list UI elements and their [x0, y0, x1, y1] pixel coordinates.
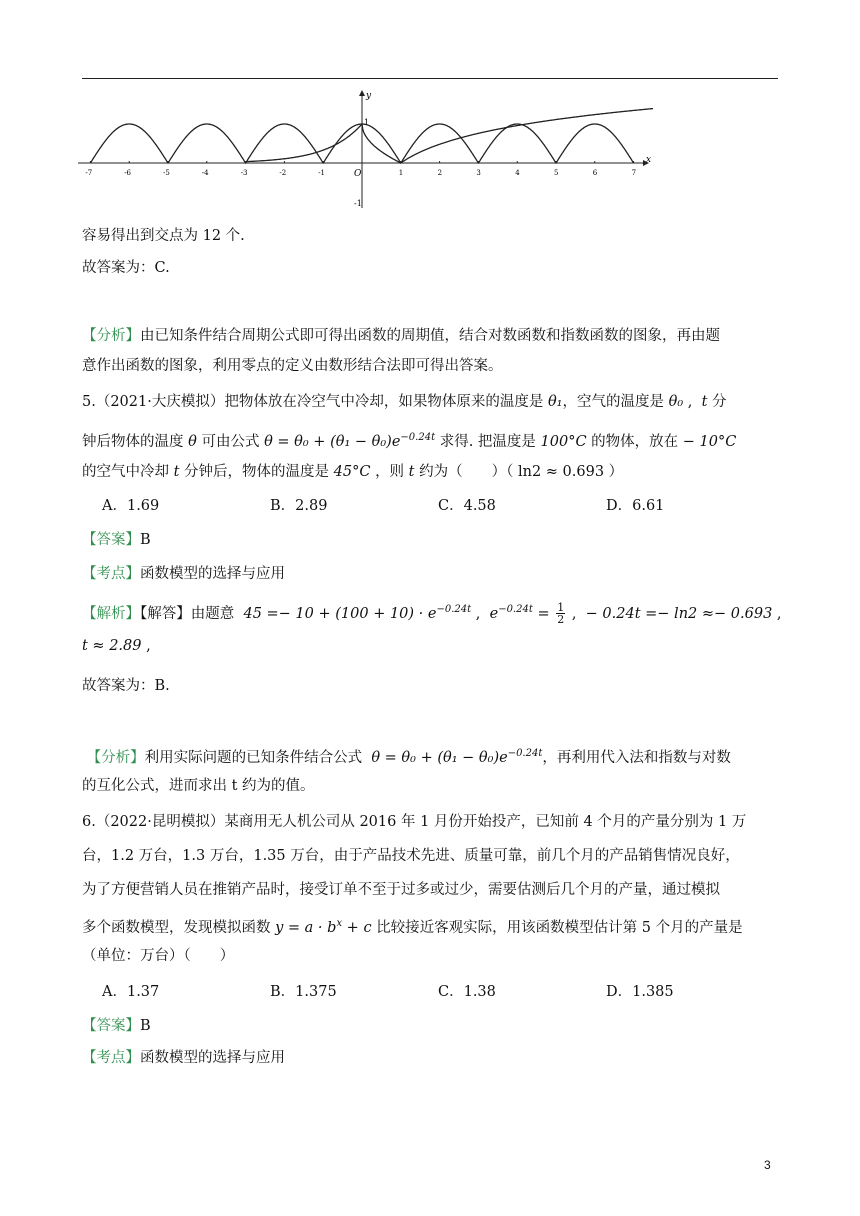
exp-curve-left: [246, 124, 362, 162]
knowledge-point-line: 【考点】函数模型的选择与应用: [82, 1050, 285, 1066]
y-axis-label: y: [366, 91, 372, 101]
q6-option-a: A．1.37: [102, 984, 160, 1000]
x-tick-label: -4: [201, 169, 209, 177]
solution-line-2: t ≈ 2.89 ,: [82, 638, 151, 654]
y-axis-arrow: [359, 90, 365, 96]
analysis-5-line-2: 的互化公式，进而求出 t 约为的值。: [82, 778, 315, 794]
answer-line: 【答案】B: [82, 1018, 151, 1034]
q5-option-a: A．1.69: [102, 498, 160, 514]
analysis-tag: 【分析】: [82, 328, 140, 344]
x-tick-label: 4: [515, 169, 520, 177]
solution-line-1: 【解析】【解答】由题意 $45 =- 10 + (100 + 10) \cdot e^{-0.24t}$ , $e^{-0.24t}$ = $\frac{1}{2}$ , − 0.24t =− ln2 ≈− 0.693 ,: [82, 601, 782, 627]
x-tick-label: 2: [437, 169, 443, 177]
q5-option-d: D．6.61: [606, 498, 665, 514]
question-5-line-1: 5.（2021·大庆模拟）把物体放在冷空气中冷却，如果物体原来的温度是 θ₁，空气的温度是 θ₀ , t 分: [82, 394, 727, 410]
x-tick-label: 7: [631, 169, 637, 177]
q6-option-c: C．1.38: [438, 984, 496, 1000]
text-line: 容易得出到交点为 12 个.: [82, 228, 245, 244]
x-tick-label: 3: [476, 169, 481, 177]
x-tick-label: 6: [592, 169, 598, 177]
question-5-line-2: 钟后物体的温度 θ 可由公式 $\theta = \theta_0 + (\theta_1 - \theta_0)e^{-0.24t}$ 求得. 把温度是 100°C 的物体，放在 − 10°C: [82, 432, 737, 450]
text-line: 故答案为：C.: [82, 260, 170, 276]
question-6-line-3: 为了方便营销人员在推销产品时，接受订单不至于过多或过少，需要估测后几个月的产量，通过模拟: [82, 882, 720, 898]
x-tick-label: -7: [85, 169, 93, 177]
solution-line-3: 故答案为：B.: [82, 678, 170, 694]
question-6-line-2: 台，1.2 万台，1.3 万台，1.35 万台，由于产品技术先进、质量可靠，前几个月的产品销售情况良好，: [82, 848, 740, 864]
q6-option-b: B．1.375: [270, 984, 337, 1000]
page-number: 3: [764, 1158, 771, 1172]
descent-curve: [362, 124, 401, 163]
question-6-line-1: 6.（2022·昆明模拟）某商用无人机公司从 2016 年 1 月份开始投产，已知前 4 个月的产量分别为 1 万: [82, 814, 747, 830]
x-tick-label: 1: [398, 169, 404, 177]
x-tick-label: 5: [554, 169, 559, 177]
analysis-line: 【分析】由已知条件结合周期公式即可得出函数的周期值，结合对数函数和指数函数的图象，再由题: [82, 328, 720, 344]
y-tick-neg1: -1: [354, 199, 362, 208]
question-6-line-5: （单位：万台）（ ）: [82, 948, 235, 964]
y-tick-1: 1: [364, 118, 370, 127]
x-tick-label: -3: [240, 169, 248, 177]
header-rule: [82, 78, 778, 79]
x-tick-label: -2: [279, 169, 287, 177]
x-tick-label: -6: [124, 169, 132, 177]
x-tick-label: -1: [318, 169, 326, 177]
q6-option-d: D．1.385: [606, 984, 674, 1000]
graph-curves: [90, 109, 653, 163]
answer-line: 【答案】B: [82, 532, 151, 548]
question-6-line-4: 多个函数模型，发现模拟函数 $y = a \cdot b^x + c$ 比较接近客观实际，用该函数模型估计第 5 个月的产量是: [82, 918, 743, 936]
x-axis-label: x: [646, 155, 652, 165]
function-graph: [78, 88, 658, 212]
x-tick-label: -5: [163, 169, 170, 177]
question-5-line-3: 的空气中冷却 t 分钟后，物体的温度是 45°C ，则 t 约为（ ）（ ln2 ≈ 0.693 ）: [82, 464, 624, 480]
q5-option-c: C．4.58: [438, 498, 496, 514]
knowledge-point-line: 【考点】函数模型的选择与应用: [82, 566, 285, 582]
q5-option-b: B．2.89: [270, 498, 328, 514]
origin-label: O: [354, 169, 362, 179]
analysis-5-line-1: 【分析】利用实际问题的已知条件结合公式 $\theta = \theta_0 + (\theta_1 - \theta_0)e^{-0.24t}$，再利用代入法和指数与对数: [86, 748, 731, 766]
analysis-line: 意作出函数的图象，利用零点的定义由数形结合法即可得出答案。: [82, 358, 503, 374]
